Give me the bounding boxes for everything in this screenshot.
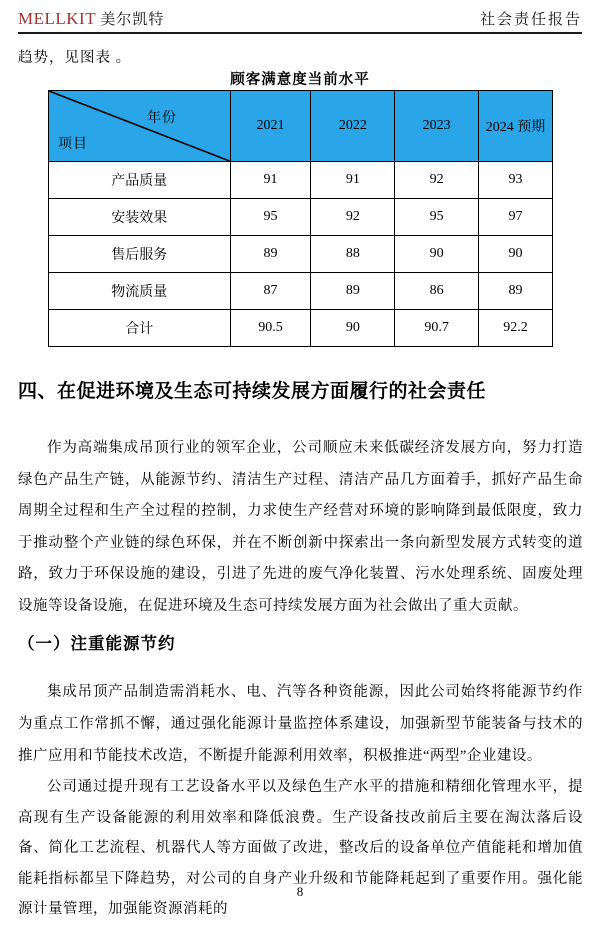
cell-value: 92.2 bbox=[479, 310, 553, 347]
table-header-row bbox=[49, 91, 553, 162]
cell-value: 89 bbox=[230, 236, 311, 273]
cell-value: 90 bbox=[395, 236, 479, 273]
subsection-heading: （一）注重能源节约 bbox=[18, 635, 176, 653]
row-label: 合计 bbox=[49, 310, 231, 347]
brand-latin: MELLKIT bbox=[18, 9, 97, 28]
satisfaction-table bbox=[48, 90, 553, 347]
row-label: 安装效果 bbox=[49, 199, 231, 236]
cell-value: 89 bbox=[311, 273, 395, 310]
row-label: 物流质量 bbox=[49, 273, 231, 310]
row-label: 售后服务 bbox=[49, 236, 231, 273]
page-number: 8 bbox=[296, 884, 304, 899]
table-row bbox=[49, 162, 553, 199]
cell-value: 87 bbox=[230, 273, 311, 310]
table-title: 顾客满意度当前水平 bbox=[230, 72, 370, 88]
section-heading: 四、在促进环境及生态可持续发展方面履行的社会责任 bbox=[18, 381, 487, 402]
cell-value: 89 bbox=[479, 273, 553, 310]
table-row-total bbox=[49, 310, 553, 347]
table-corner-cell bbox=[49, 91, 231, 162]
cell-value: 88 bbox=[311, 236, 395, 273]
cell-value: 95 bbox=[395, 199, 479, 236]
cell-value: 90 bbox=[311, 310, 395, 347]
cell-value: 95 bbox=[230, 199, 311, 236]
table-row bbox=[49, 236, 553, 273]
subsection-paragraph-1: 集成吊顶产品制造需消耗水、电、汽等各种资能源，因此公司始终将能源节约作为重点工作常抓不懈，通过强化能源计量监控体系建设，加强新型节能装备与技术的推广应用和节能技术改造，不断提升能源利用效率，积极推进“两型”企业建设。 bbox=[18, 684, 583, 764]
cell-value: 86 bbox=[395, 273, 479, 310]
table-row bbox=[49, 199, 553, 236]
cell-value: 92 bbox=[395, 162, 479, 199]
cell-value: 90 bbox=[479, 236, 553, 273]
brand-chinese: 美尔凯特 bbox=[100, 12, 165, 28]
column-header: 2021 bbox=[230, 91, 311, 162]
cell-value: 90.5 bbox=[230, 310, 311, 347]
cell-value: 97 bbox=[479, 199, 553, 236]
table-row bbox=[49, 273, 553, 310]
row-label: 产品质量 bbox=[49, 162, 231, 199]
page-header bbox=[18, 6, 582, 34]
cell-value: 90.7 bbox=[395, 310, 479, 347]
report-title: 社会责任报告 bbox=[479, 12, 582, 28]
corner-label-year: 年份 bbox=[147, 111, 177, 126]
brand bbox=[18, 8, 164, 29]
column-header: 2022 bbox=[311, 91, 395, 162]
corner-label-item: 项目 bbox=[58, 137, 88, 152]
column-header: 2023 bbox=[395, 91, 479, 162]
cell-value: 91 bbox=[311, 162, 395, 199]
cell-value: 92 bbox=[311, 199, 395, 236]
intro-line: 趋势，见图表 。 bbox=[18, 50, 132, 66]
cell-value: 91 bbox=[230, 162, 311, 199]
column-header: 2024 预期 bbox=[479, 91, 553, 162]
section-paragraph: 作为高端集成吊顶行业的领军企业，公司顺应未来低碳经济发展方向，努力打造绿色产品生产链，从能源节约、清洁生产过程、清洁产品几方面着手，抓好产品生命周期全过程和生产全过程的控制，力求使生产经营对环境的影响降到最低限度，致力于推动整个产业链的绿色环保，并在不断创新中探索出一条向新型发展方式转变的道路，致力于环保设施的建设，引进了先进的废气净化装置、污水处理系统、固废处理设施等设备设施，在促进环境及生态可持续发展方面为社会做出了重大贡献。 bbox=[18, 440, 583, 614]
subsection-paragraph-2: 公司通过提升现有工艺设备水平以及绿色生产水平的措施和精细化管理水平，提高现有生产设备能源的利用效率和降低浪费。生产设备技改前后主要在淘汰落后设备、简化工艺流程、机器代人等方面做了改进，整改后的设备单位产值能耗和增加值能耗指标都呈下降趋势，对公司的自身产业升级和节能降耗起到了重要作用。强化能源计量管理，加强能资源消耗的 bbox=[18, 779, 583, 917]
cell-value: 93 bbox=[479, 162, 553, 199]
